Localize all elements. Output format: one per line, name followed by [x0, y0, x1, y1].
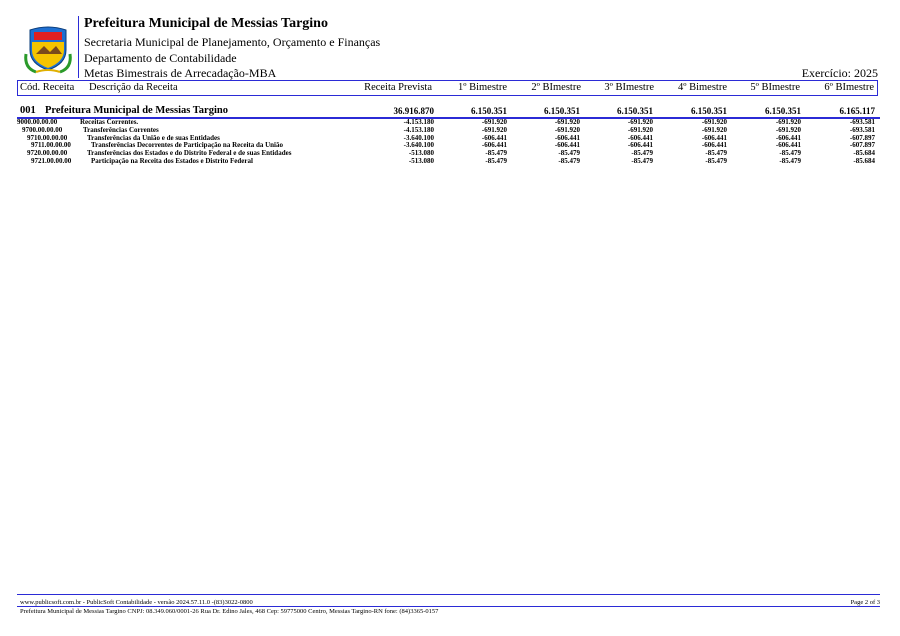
table-row: [17, 141, 880, 149]
row-b5: -606.441: [775, 141, 801, 150]
entity-code: 001: [20, 105, 36, 116]
row-b4: -691.920: [701, 118, 727, 126]
row-desc: Transferências dos Estados e do Distrito Federal e de suas Entidades: [87, 149, 292, 158]
table-row: [17, 134, 880, 142]
header-secretaria: Secretaria Municipal de Planejamento, Orçamento e Finanças: [84, 35, 381, 49]
row-prevista: -513.080: [408, 156, 434, 165]
row-b3: -606.441: [627, 133, 653, 142]
row-b6: -85.684: [853, 156, 875, 165]
column-header-bar: [17, 80, 878, 96]
col-bimestre-3: 3º BImestre: [604, 82, 654, 93]
footer-divider: [17, 606, 880, 607]
row-prevista: -4.153.180: [403, 125, 434, 134]
row-b2: -606.441: [554, 141, 580, 150]
table-row: [17, 157, 880, 165]
row-b6: -693.581: [849, 125, 875, 134]
row-b3: -606.441: [627, 141, 653, 150]
row-b2: -691.920: [554, 125, 580, 134]
row-b2: -606.441: [554, 133, 580, 142]
receita-table: [17, 118, 880, 165]
entity-b3: 6.150.351: [617, 106, 653, 116]
col-bimestre-1: 1º Bimestre: [457, 82, 507, 93]
page-footer: [17, 594, 880, 615]
row-b4: -606.441: [701, 141, 727, 150]
page-number: Page 2 of 3: [850, 599, 880, 606]
row-b3: -85.479: [631, 149, 653, 158]
header-departamento: Departamento de Contabilidade: [84, 51, 237, 65]
entity-b2: 6.150.351: [544, 106, 580, 116]
row-b1: -606.441: [481, 133, 507, 142]
row-code: 9000.00.00.00: [17, 118, 58, 126]
row-b5: -85.479: [779, 156, 801, 165]
row-b5: -606.441: [775, 133, 801, 142]
row-prevista: -3.640.100: [403, 141, 434, 150]
row-b3: -691.920: [627, 118, 653, 126]
row-b1: -691.920: [481, 125, 507, 134]
row-b3: -85.479: [631, 156, 653, 165]
row-b5: -691.920: [775, 118, 801, 126]
row-desc: Transferências Decorrentes de Participação na Receita da União: [91, 141, 284, 150]
row-b4: -606.441: [701, 133, 727, 142]
row-desc: Transferências da União e de suas Entidades: [87, 133, 220, 142]
col-receita-prevista: Receita Prevista: [364, 82, 432, 93]
entity-prevista: 36.916.870: [393, 106, 434, 116]
table-row: [17, 126, 880, 134]
row-code: 9710.00.00.00: [27, 133, 68, 142]
row-b4: -691.920: [701, 125, 727, 134]
row-b1: -691.920: [481, 118, 507, 126]
header-divider: [78, 16, 79, 78]
row-b5: -691.920: [775, 125, 801, 134]
row-b1: -85.479: [485, 156, 507, 165]
row-code: 9700.00.00.00: [22, 125, 63, 134]
row-prevista: -4.153.180: [403, 118, 434, 126]
entity-summary-row: [17, 104, 880, 119]
entity-b5: 6.150.351: [765, 106, 801, 116]
col-bimestre-2: 2º BImestre: [531, 82, 581, 93]
row-code: 9721.00.00.00: [31, 156, 72, 165]
entity-name: Prefeitura Municipal de Messias Targino: [45, 105, 228, 116]
table-row: [17, 149, 880, 157]
row-prevista: -3.640.100: [403, 133, 434, 142]
row-prevista: -513.080: [408, 149, 434, 158]
row-b3: -691.920: [627, 125, 653, 134]
report-title: Metas Bimestrais de Arrecadação-MBA: [84, 66, 277, 80]
entity-b1: 6.150.351: [471, 106, 507, 116]
col-bimestre-4: 4º Bimestre: [677, 82, 727, 93]
row-code: 9711.00.00.00: [31, 141, 71, 150]
entity-b6: 6.165.117: [839, 106, 875, 116]
header-title: Prefeitura Municipal de Messias Targino: [84, 16, 328, 31]
exercicio-label: Exercício: 2025: [801, 66, 878, 80]
row-b2: -691.920: [554, 118, 580, 126]
footer-software-info: www.publicsoft.com.br - PublicSoft Contabilidade - versão 2024.57.11.0 -(83)3022-0800: [20, 599, 253, 606]
col-descricao: Descrição da Receita: [89, 82, 178, 93]
row-b6: -607.897: [849, 141, 875, 150]
municipal-crest-logo: [22, 24, 74, 74]
col-bimestre-5: 5º BImestre: [750, 82, 800, 93]
row-b1: -606.441: [481, 141, 507, 150]
row-desc: Transferências Correntes: [83, 125, 159, 134]
row-b2: -85.479: [558, 149, 580, 158]
footer-address: Prefeitura Municipal de Messias Targino CNPJ: 08.349.060/0001-26 Rua Dr. Edino Jales, 468 Cep: 59775000 Centro, Messias Targino-RN fone: (84)3365-0157: [20, 608, 439, 615]
row-b4: -85.479: [705, 149, 727, 158]
row-b6: -607.897: [849, 133, 875, 142]
row-b4: -85.479: [705, 156, 727, 165]
table-row: [17, 118, 880, 126]
row-b1: -85.479: [485, 149, 507, 158]
row-b6: -693.581: [849, 118, 875, 126]
row-b2: -85.479: [558, 156, 580, 165]
row-b5: -85.479: [779, 149, 801, 158]
entity-b4: 6.150.351: [691, 106, 727, 116]
row-desc: Receitas Correntes.: [80, 118, 139, 126]
row-b6: -85.684: [853, 149, 875, 158]
row-code: 9720.00.00.00: [27, 149, 68, 158]
col-cod-receita: Cód. Receita: [20, 82, 75, 93]
col-bimestre-6: 6º BImestre: [824, 82, 874, 93]
row-desc: Participação na Receita dos Estados e Distrito Federal: [91, 156, 253, 165]
